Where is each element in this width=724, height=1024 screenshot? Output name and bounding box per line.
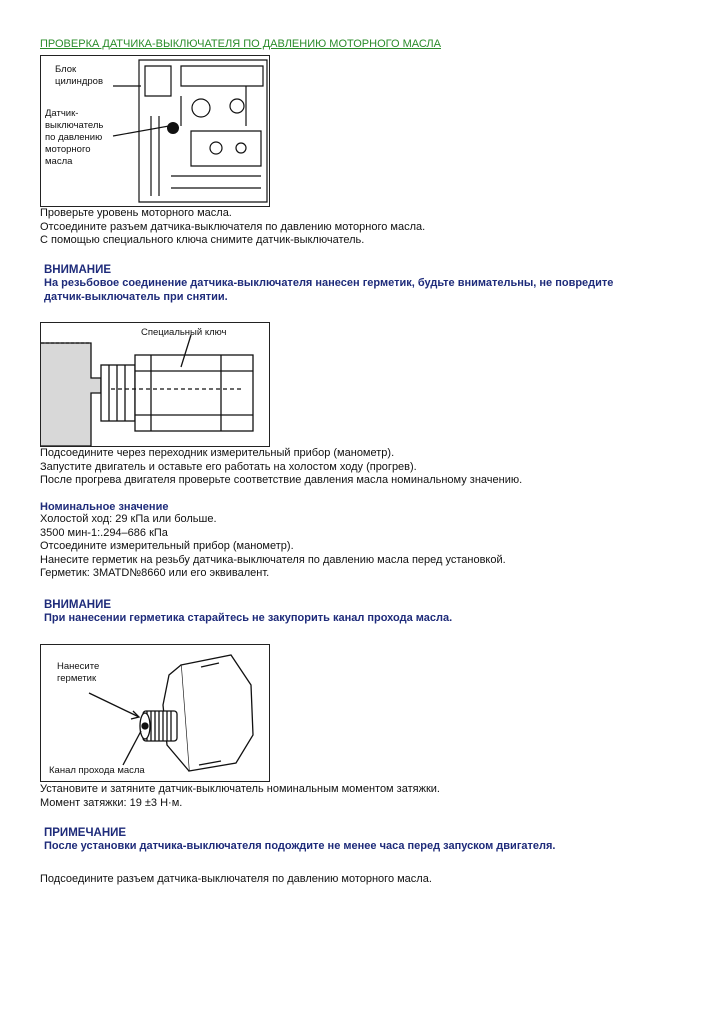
nominal-line: Нанесите герметик на резьбу датчика-выключателя по давлению масла перед установкой.	[40, 553, 506, 566]
fig1-label-6: моторного	[45, 144, 91, 155]
fig3-label-top-1: Нанесите	[57, 661, 100, 672]
nominal-line: Герметик: 3MATD№8660 или его эквивалент.	[40, 567, 270, 579]
warning-heading: ВНИМАНИЕ	[44, 599, 112, 611]
nominal-line: 3500 мин-1:.294–686 кПа	[40, 526, 168, 539]
fig1-label-4: выключатель	[45, 120, 104, 131]
nominal-line: Холостой ход: 29 кПа или больше.	[40, 513, 217, 525]
note-line: После установки датчика-выключателя подождите не менее часа перед запуском двигателя.	[44, 840, 556, 852]
warning-block-2	[44, 599, 452, 625]
step-line: Момент затяжки: 19 ±3 Н·м.	[40, 796, 183, 809]
fig1-label-5: по давлению	[45, 132, 103, 143]
figure-sealant-sensor	[40, 644, 270, 782]
step-line: Запустите двигатель и оставьте его работать на холостом ходу (прогрев).	[40, 460, 417, 473]
step-line: После прогрева двигателя проверьте соответствие давления масла номинальному значению.	[40, 474, 523, 486]
steps-pressure-check	[40, 447, 522, 488]
figure-cylinder-block	[40, 55, 270, 207]
fig3-label-bottom: Канал прохода масла	[49, 765, 145, 776]
warning-block-1	[44, 264, 613, 304]
step-line: Подсоедините через переходник измерительный прибор (манометр).	[40, 447, 395, 459]
final-step: Подсоедините разъем датчика-выключателя по давлению моторного масла.	[40, 873, 432, 885]
fig1-label-3: Датчик-	[45, 108, 79, 119]
step-line: Установите и затяните датчик-выключатель номинальным моментом затяжки.	[40, 783, 440, 795]
steps-remove	[40, 207, 425, 248]
cylinder-block-drawing	[41, 56, 269, 206]
note-block	[44, 827, 555, 853]
sealant-sensor-drawing	[41, 645, 269, 781]
step-line: Отсоедините разъем датчика-выключателя по давлению моторного масла.	[40, 220, 426, 233]
warning-line: датчик-выключатель при снятии.	[44, 291, 228, 303]
warning-line: На резьбовое соединение датчика-выключателя нанесен герметик, будьте внимательны, не повредите	[44, 277, 614, 289]
nominal-heading: Номинальное значение	[40, 501, 169, 513]
step-line: С помощью специального ключа снимите датчик-выключатель.	[40, 234, 365, 246]
steps-install	[40, 783, 440, 810]
warning-line: При нанесении герметика старайтесь не закупорить канал прохода масла.	[44, 612, 453, 624]
fig1-label-7: масла	[45, 156, 73, 167]
sensor-marker	[167, 122, 179, 134]
step-line: Проверьте уровень моторного масла.	[40, 207, 232, 219]
fig2-label: Специальный ключ	[141, 327, 227, 338]
page-title: ПРОВЕРКА ДАТЧИКА-ВЫКЛЮЧАТЕЛЯ ПО ДАВЛЕНИЮ МОТОРНОГО МАСЛА	[40, 38, 441, 50]
nominal-line: Отсоедините измерительный прибор (манометр).	[40, 540, 294, 552]
figure-special-wrench	[40, 322, 270, 447]
fig3-label-top-2: герметик	[57, 673, 97, 684]
note-heading: ПРИМЕЧАНИЕ	[44, 827, 127, 839]
nominal-block	[40, 501, 506, 581]
warning-heading: ВНИМАНИЕ	[44, 264, 112, 276]
special-wrench-drawing	[41, 323, 269, 446]
fig1-label-2: цилиндров	[55, 76, 104, 87]
fig1-label-1: Блок	[55, 64, 77, 75]
